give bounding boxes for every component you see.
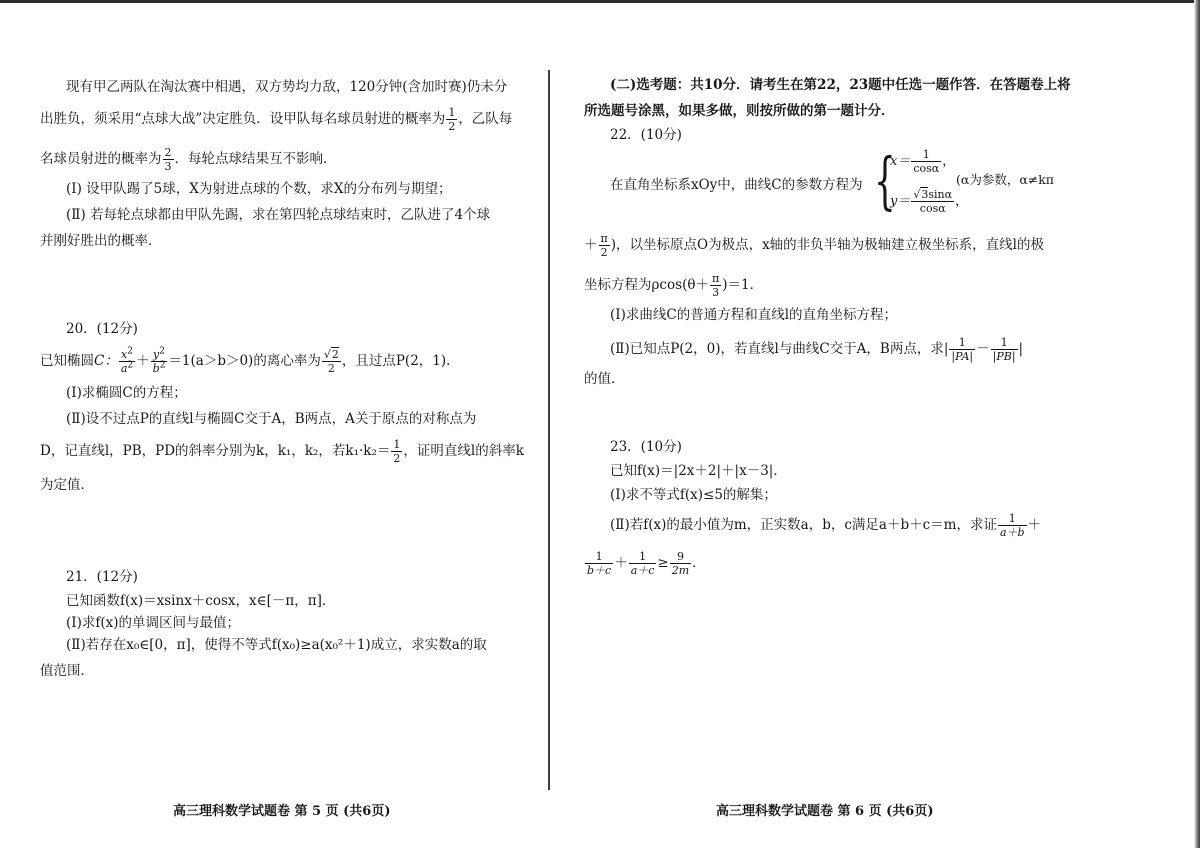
exponent: 2 xyxy=(127,346,133,357)
q19-line3 xyxy=(40,144,530,174)
q22-stem: 在直角坐标系xOy中，曲线C的参数方程为 xyxy=(610,177,863,193)
q19-line2-pre: 出胜负，须采用“点球大战”决定胜负．设甲队每名球员射进的概率为 xyxy=(40,111,446,127)
plus-sign: ＋ xyxy=(584,237,598,253)
q20-part1: (Ⅰ)求椭圆C的方程； xyxy=(66,385,187,401)
q19-line2 xyxy=(40,104,530,134)
num-tail: sinα xyxy=(928,188,953,201)
polar-pre: 坐标方程为ρcos xyxy=(584,277,683,293)
frac-num: 1 xyxy=(585,550,613,564)
frac-num: π xyxy=(711,272,720,285)
frac-pi-over-3 xyxy=(710,272,721,299)
frac-den: 3 xyxy=(164,160,172,173)
q19-line3-pre: 名球员射进的概率为 xyxy=(40,151,162,167)
frac-den: b＋c xyxy=(587,564,612,577)
q19-line3-post: ．每轮点球结果互不影响． xyxy=(174,151,337,167)
plus-sign: ＋ xyxy=(614,555,628,571)
frac-den: a＋c xyxy=(630,564,655,577)
continuation-text: )，以坐标原点O为极点，x轴的非负半轴为极轴建立极坐标系，直线l的极 xyxy=(610,237,1044,253)
q20-y2-over-b2 xyxy=(151,348,168,375)
scan-edge-top xyxy=(0,0,1200,3)
brace-icon: { xyxy=(874,144,896,217)
q22-parametric-system xyxy=(874,144,969,220)
part2-pre: (Ⅱ)已知点P(2，0)，若直线l与曲线C交于A，B两点，求 xyxy=(610,341,944,357)
frac-den: a＋b xyxy=(999,526,1025,539)
q19-part2-line1: (Ⅱ) 若每轮点球都由甲队先踢，求在第四轮点球结束时，乙队进了4个球 xyxy=(66,207,491,223)
frac-den: 2 xyxy=(393,452,401,465)
frac-one-over-b-plus-c xyxy=(585,550,613,577)
q19-frac-one-half xyxy=(446,106,457,133)
q23-stem: 已知f(x)＝|2x＋2|＋|x－3|． xyxy=(610,463,787,479)
q22-continuation xyxy=(584,230,1059,260)
optional-intro-line1: (二)选考题：共10分．请考生在第22，23题中任选一题作答．在答题卷上将 xyxy=(610,77,1071,93)
q22-eq-x xyxy=(890,148,955,175)
frac-den: 3 xyxy=(712,286,720,299)
eq-tail: ， xyxy=(955,194,969,209)
q20-part2-line3: 为定值． xyxy=(40,477,94,493)
eq-tail: ， xyxy=(942,154,956,169)
minus-sign: － xyxy=(976,341,990,357)
frac-den xyxy=(119,362,135,375)
frac-num: 1 xyxy=(949,336,975,350)
q22-part2-line2: 的值． xyxy=(584,371,625,387)
frac-den: cosα xyxy=(913,162,940,175)
frac-num: 1 xyxy=(393,438,401,451)
frac-one-over-pa xyxy=(949,336,975,363)
q23-part1: (Ⅰ)求不等式f(x)≤5的解集； xyxy=(610,487,777,503)
q19-frac-two-thirds xyxy=(163,146,174,173)
geq-sign: ≥ xyxy=(657,555,669,571)
q20-part2-line2 xyxy=(40,436,530,466)
frac-nine-over-2m xyxy=(670,550,691,577)
q21-part2-line2: 值范围． xyxy=(40,663,94,679)
q21-part2-line1: (Ⅱ)若存在x₀∈[0，π]，使得不等式f(x₀)≥a(x₀²＋1)成立，求实数a的取 xyxy=(66,637,487,653)
q22-polar-equation xyxy=(584,270,1059,300)
frac-den: |PA| xyxy=(951,350,974,363)
q20-eq-tail: ＝1(a＞b＞0)的离心率为 xyxy=(168,353,321,369)
q22-header: 22．(10分) xyxy=(610,127,682,143)
q22-param-note: (α为参数，α≠kπ xyxy=(956,172,1055,187)
q20-eq-end: ，且过点P(2，1)． xyxy=(341,353,460,369)
frac-num: 1 xyxy=(629,550,657,564)
q22-part2 xyxy=(584,334,1085,364)
frac-one-over-a-plus-b xyxy=(998,512,1027,539)
q22-part1: (Ⅰ)求曲线C的普通方程和直线l的直角坐标方程； xyxy=(610,307,898,323)
q20-stem: 已知椭圆C： $\frac{x^2}{a^2}$ ＋ $\frac{y^2}{b^2}$ ＝1(a＞b＞0)的离心率为 $\frac{√2}{2}$ ，且过点P(2，1)． xyxy=(40,346,460,375)
frac-num: 1 xyxy=(998,512,1027,526)
frac-num: √3sinα xyxy=(913,188,953,201)
q23-part2-line2 xyxy=(584,548,1059,578)
frac-den: |PB| xyxy=(992,350,1016,363)
q19-part1: (Ⅰ) 设甲队踢了5球，X为射进点球的个数，求X的分布列与期望； xyxy=(66,181,452,197)
paren-close: ) xyxy=(722,277,728,293)
q20-stem-pre: 已知椭圆 xyxy=(40,353,94,369)
frac-num: √2 xyxy=(323,348,339,361)
var-x: x xyxy=(121,348,128,361)
q20-header: 20．(12分) xyxy=(66,321,138,337)
eq-lhs: y＝ xyxy=(890,194,911,209)
frac-den: 2 xyxy=(600,246,608,259)
frac-num: 1 xyxy=(448,106,456,119)
var-a: a xyxy=(120,362,128,375)
frac-num: 1 xyxy=(911,148,941,162)
exponent: 2 xyxy=(159,346,165,357)
frac-one-over-a-plus-c xyxy=(629,550,657,577)
q21-header: 21．(12分) xyxy=(66,569,138,585)
q20-part2-line2-post: ，证明直线l的斜率k xyxy=(403,443,524,459)
q20-curve: C： xyxy=(94,353,118,369)
frac-den xyxy=(151,362,168,375)
frac-one-over-cos xyxy=(911,148,941,175)
frac-num: 1 xyxy=(991,336,1018,350)
frac-den: 2m xyxy=(671,564,690,577)
frac-num: π xyxy=(600,232,608,245)
q23-header: 23．(10分) xyxy=(610,439,682,455)
q19-line1: 现有甲乙两队在淘汰赛中相遇，双方势均力敌，120分钟(含加时赛)仍未分 xyxy=(66,79,508,95)
abs-bar-open: | xyxy=(943,341,949,357)
exponent: 2 xyxy=(127,360,134,371)
scan-edge-right xyxy=(1194,0,1200,848)
q20-part2-line1: (Ⅱ)设不过点P的直线l与椭圆C交于A，B两点，A关于原点的对称点为 xyxy=(66,411,477,427)
frac-pi-over-2 xyxy=(599,232,610,259)
frac-den: 2 xyxy=(448,120,456,133)
q22-eq-y xyxy=(890,188,968,215)
q19-part2-line2: 并刚好胜出的概率． xyxy=(40,233,162,249)
q23-part2 xyxy=(584,510,1085,540)
frac-den: cosα xyxy=(919,202,946,215)
part2-pre: (Ⅱ)若f(x)的最小值为m，正实数a，b，c满足a＋b＋c＝m，求证 xyxy=(610,517,997,533)
var-y: y xyxy=(153,348,160,361)
q19-line2-post: ，乙队每 xyxy=(458,111,513,127)
period: ． xyxy=(692,555,706,571)
polar-post: ＝1． xyxy=(727,277,764,293)
sqrt-radicand: 2 xyxy=(331,348,339,361)
frac-den: 2 xyxy=(327,362,335,375)
frac-one-over-pb xyxy=(991,336,1018,363)
q20-part2-line2-pre: D，记直线l，PB，PD的斜率分别为k，k₁，k₂，若k₁·k₂＝ xyxy=(40,443,391,459)
frac-root3-sin-over-cos xyxy=(911,188,954,215)
page-6-footer: 高三理科数学试题卷 第 6 页 (共6页) xyxy=(716,804,934,819)
optional-intro-line2: 所选题号涂黑，如果多做，则按所做的第一题计分． xyxy=(584,103,895,119)
page-5-footer: 高三理科数学试题卷 第 5 页 (共6页) xyxy=(173,804,391,819)
plus-sign: ＋ xyxy=(1027,517,1042,533)
q20-frac-one-half xyxy=(391,438,402,465)
q20-x2-over-a2 xyxy=(119,348,135,375)
q20-eccentricity xyxy=(322,348,341,375)
eq-lhs: x＝ xyxy=(890,154,911,169)
frac-num: 9 xyxy=(670,550,691,564)
exponent: 2 xyxy=(159,360,166,371)
q21-stem: 已知函数f(x)＝xsinx＋cosx，x∈[－π，π]． xyxy=(66,593,336,609)
var-b: b xyxy=(152,362,160,375)
abs-bar-close: | xyxy=(1018,341,1024,357)
frac-num: 2 xyxy=(164,146,172,159)
paren-open: (θ＋ xyxy=(682,277,709,293)
q21-part1: (Ⅰ)求f(x)的单调区间与最值； xyxy=(66,615,241,631)
sqrt-radicand: 3 xyxy=(921,188,929,201)
